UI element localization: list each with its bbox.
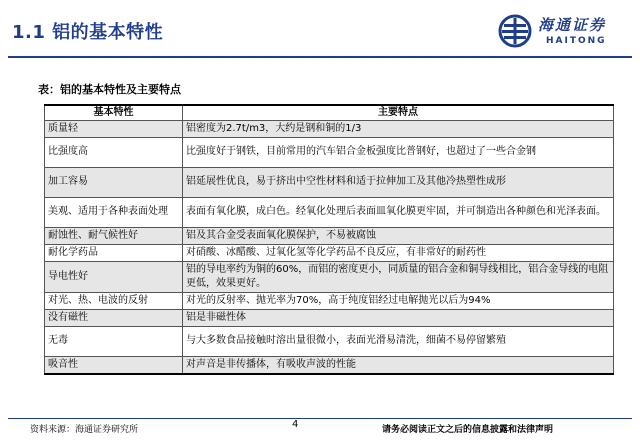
feature-cell: 铝延展性优良，易于挤出中空性材料和适于拉伸加工及其他冷热塑性成形 [183, 167, 614, 197]
table-row [45, 309, 614, 326]
property-cell: 对光、热、电波的反射 [45, 292, 183, 309]
logo-name-cn: 海通证券 [538, 16, 607, 34]
table-row [45, 244, 614, 261]
feature-cell: 对声音是非传播体，有吸收声波的性能 [183, 356, 614, 374]
table-row [45, 167, 614, 197]
table-row [45, 227, 614, 244]
footer-divider [8, 418, 632, 419]
table-header-row [45, 105, 614, 120]
title-divider [8, 56, 632, 58]
table-row [45, 197, 614, 227]
feature-cell: 铝的导电率约为铜的60%，而铝的密度更小，同质量的铝合金和铜导线相比，铝合金导线的电阻更低，效果更好。 [183, 261, 614, 292]
feature-cell: 对硝酸、冰醋酸、过氧化氢等化学药品不良反应，有非常好的耐药性 [183, 244, 614, 261]
property-cell: 美观、适用于各种表面处理 [45, 197, 183, 227]
table-row [45, 292, 614, 309]
feature-cell: 与大多数食品接触时溶出量很微小，表面光滑易清洗，细菌不易停留繁殖 [183, 326, 614, 356]
column-header-feature: 主要特点 [183, 105, 614, 120]
table-caption: 表：铝的基本特性及主要特点 [38, 83, 181, 96]
property-cell: 比强度高 [45, 137, 183, 167]
property-cell: 导电性好 [45, 261, 183, 292]
property-cell: 无毒 [45, 326, 183, 356]
table-row [45, 261, 614, 292]
feature-cell: 表面有氧化膜，成白色。经氧化处理后表面皿氧化膜更牢固，并可制造出各种颜色和光泽表面。 [183, 197, 614, 227]
source-note: 资料来源：海通证券研究所 [30, 425, 139, 435]
feature-cell: 铝及其合金受表面氧化膜保护，不易被腐蚀 [183, 227, 614, 244]
logo-name-en: HAITONG [546, 36, 607, 46]
table-row [45, 137, 614, 167]
haitong-logo [498, 12, 630, 52]
column-header-property: 基本特性 [45, 105, 183, 120]
property-cell: 质量轻 [45, 120, 183, 137]
feature-cell: 铝是非磁性体 [183, 309, 614, 326]
aluminum-properties-table [44, 104, 614, 375]
table-row [45, 356, 614, 374]
property-cell: 吸音性 [45, 356, 183, 374]
page-title: 1.1 铝的基本特性 [12, 22, 164, 43]
table-row [45, 120, 614, 137]
property-cell: 没有磁性 [45, 309, 183, 326]
property-cell: 耐蚀性、耐气候性好 [45, 227, 183, 244]
table-row [45, 326, 614, 356]
feature-cell: 比强度好于钢铁，目前常用的汽车铝合金板强度比普钢好，也超过了一些合金钢 [183, 137, 614, 167]
page-number: 4 [292, 419, 299, 430]
property-cell: 耐化学药品 [45, 244, 183, 261]
property-cell: 加工容易 [45, 167, 183, 197]
haitong-logo-icon [498, 14, 532, 48]
feature-cell: 对光的反射率、抛光率为70%，高于纯度铝经过电解抛光以后为94% [183, 292, 614, 309]
feature-cell: 铝密度为2.7t/m3，大约是钢和铜的1/3 [183, 120, 614, 137]
legal-disclaimer: 请务必阅读正文之后的信息披露和法律声明 [382, 425, 554, 435]
